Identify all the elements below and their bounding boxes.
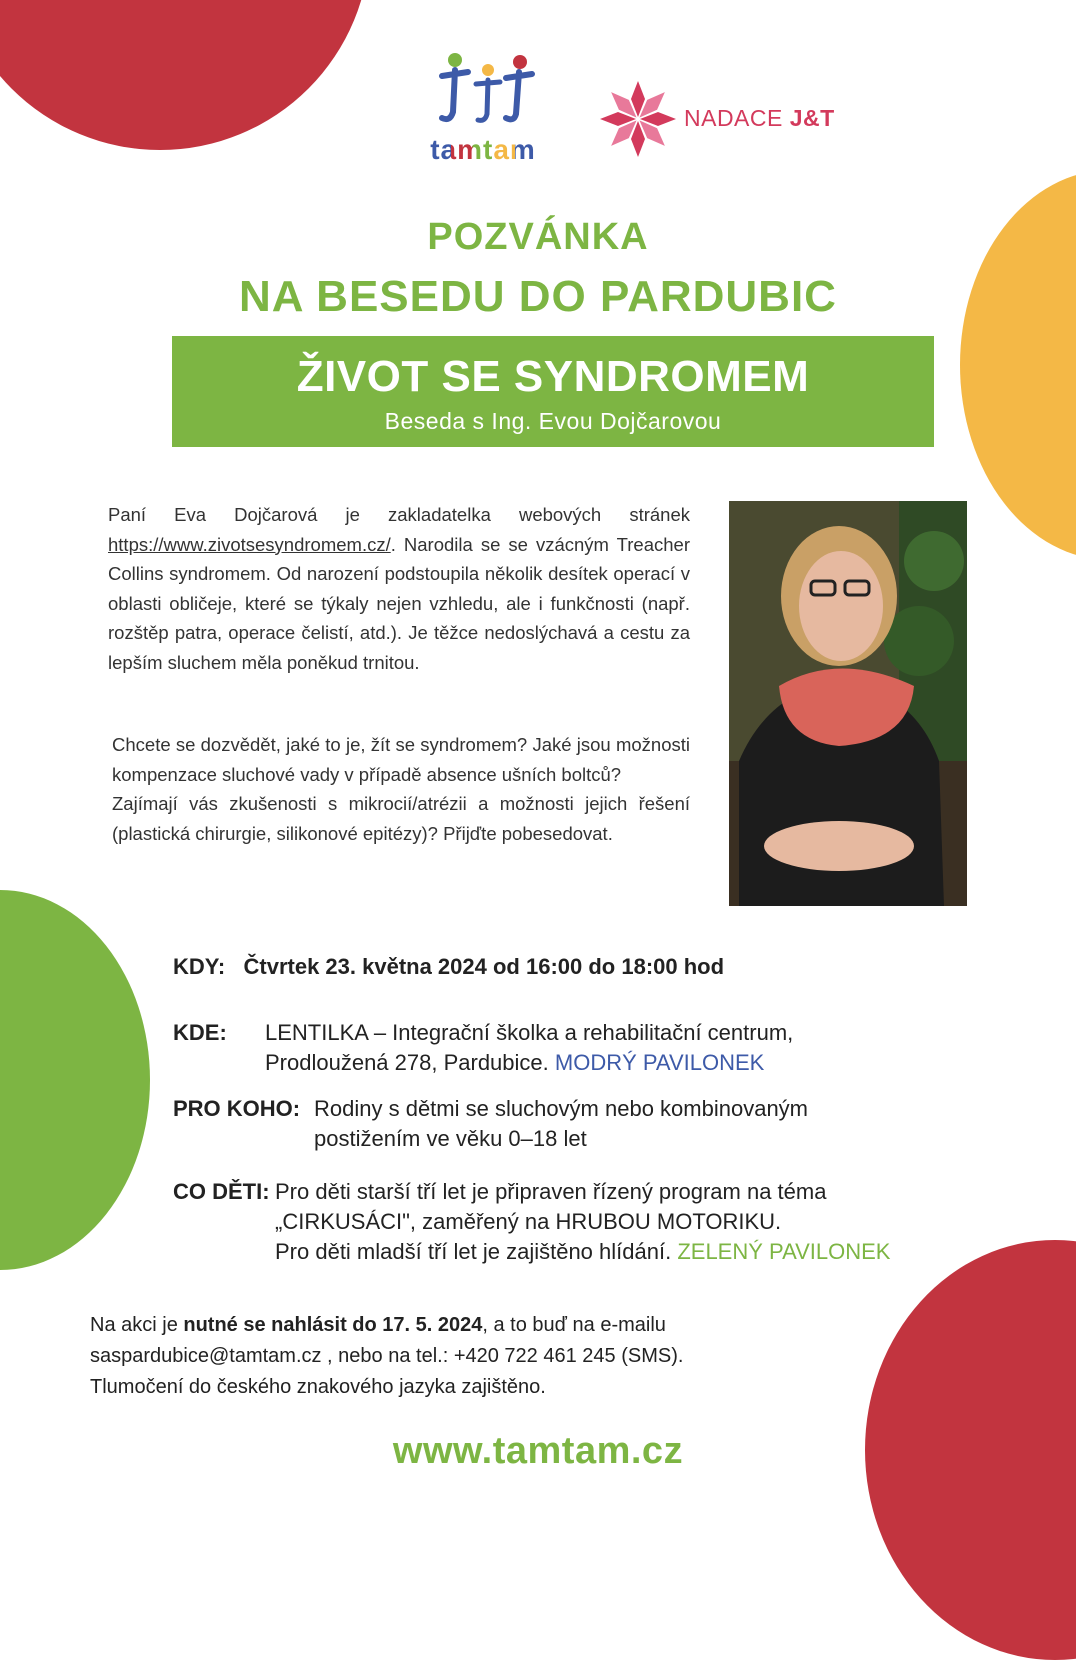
banner-title: ŽIVOT SE SYNDROMEM <box>296 352 810 401</box>
heading-line-2: NA BESEDU DO PARDUBIC <box>239 272 837 321</box>
heading-line-1: POZVÁNKA <box>427 216 649 258</box>
where-label: KDE: <box>173 1020 227 1045</box>
decor-circle-red-top-left <box>0 0 370 150</box>
speaker-photo <box>729 501 967 906</box>
decor-circle-green-left <box>0 890 150 1270</box>
registration-contacts: saspardubice@tamtam.cz , nebo na tel.: +420 722 461 245 (SMS). <box>90 1345 684 1367</box>
green-pavilion-label: ZELENÝ PAVILONEK <box>677 1239 891 1264</box>
registration-note: Na akci je nutné se nahlásit do 17. 5. 2024, a to buď na e-mailu saspardubice@tamtam.cz , nebo na tel.: +420 722 461 245 (SMS). Tlumočení do českého znakového jazyka zajištěno. <box>90 1310 683 1403</box>
when-value: Čtvrtek 23. května 2024 od 16:00 do 18:00 hod <box>243 954 725 979</box>
nadace-logo-text: NADACE J&T <box>684 105 835 131</box>
when-label: KDY: <box>173 954 226 979</box>
nadace-jt-logo <box>600 78 860 160</box>
tamtam-logo-text: tamtam <box>430 134 536 165</box>
flower-star-icon <box>600 78 676 160</box>
tamtam-logo <box>418 52 548 167</box>
blue-pavilion-label: MODRÝ PAVILONEK <box>554 1050 765 1075</box>
intro-questions-2: Zajímají vás zkušenosti s mikrocií/atrézii a možnosti jejich řešení (plastická chirurgie, silikonové epitézy)? Přijďte pobesedovat. <box>112 793 690 844</box>
sign-language-note: Tlumočení do českého znakového jazyka zajištěno. <box>90 1376 546 1398</box>
kids-label: CO DĚTI: <box>173 1179 270 1204</box>
for-whom-label: PRO KOHO: <box>173 1096 301 1121</box>
intro-paragraph-1: Paní Eva Dojčarová je zakladatelka webových stránek https://www.zivotsesyndromem.cz/. Narodila se se vzácným Treacher Collins syndromem. Od narození podstoupila několik desítek operací v oblasti obličeje, které se týkaly nejen vzhledu, ale i funkčnosti (např. rozštěp patra, operace čelistí, atd.). Je těžce nedoslýchavá a cestu za lepším sluchem měla poněkud trnitou. <box>108 504 690 673</box>
portrait-icon <box>729 501 967 906</box>
for-whom-value: Rodiny s dětmi se sluchovým nebo kombinovaným postižením ve věku 0–18 let <box>314 1096 809 1151</box>
intro-paragraph-2 <box>112 730 690 848</box>
kids-value: Pro děti starší tří let je připraven řízený program na téma „CIRKUSÁCI", zaměřený na HRUBOU MOTORIKU. Pro děti mladší tří let je zajištěno hlídání. ZELENÝ PAVILONEK <box>275 1179 891 1264</box>
registration-deadline: nutné se nahlásit do 17. 5. 2024 <box>183 1314 483 1336</box>
banner-subtitle: Beseda s Ing. Evou Dojčarovou <box>384 408 722 434</box>
when-row <box>173 952 724 982</box>
where-value: LENTILKA – Integrační školka a rehabilitační centrum, Prodloužená 278, Pardubice. MODRÝ PAVILONEK <box>265 1020 794 1075</box>
footer-website[interactable]: www.tamtam.cz <box>392 1430 684 1472</box>
tamtam-figures-icon <box>428 52 538 132</box>
title-banner <box>172 336 934 447</box>
intro-questions-1: Chcete se dozvědět, jaké to je, žít se syndromem? Jaké jsou možnosti kompenzace sluchové vady v případě absence ušních boltců? <box>112 734 690 785</box>
website-link[interactable]: https://www.zivotsesyndromem.cz/ <box>108 533 391 555</box>
